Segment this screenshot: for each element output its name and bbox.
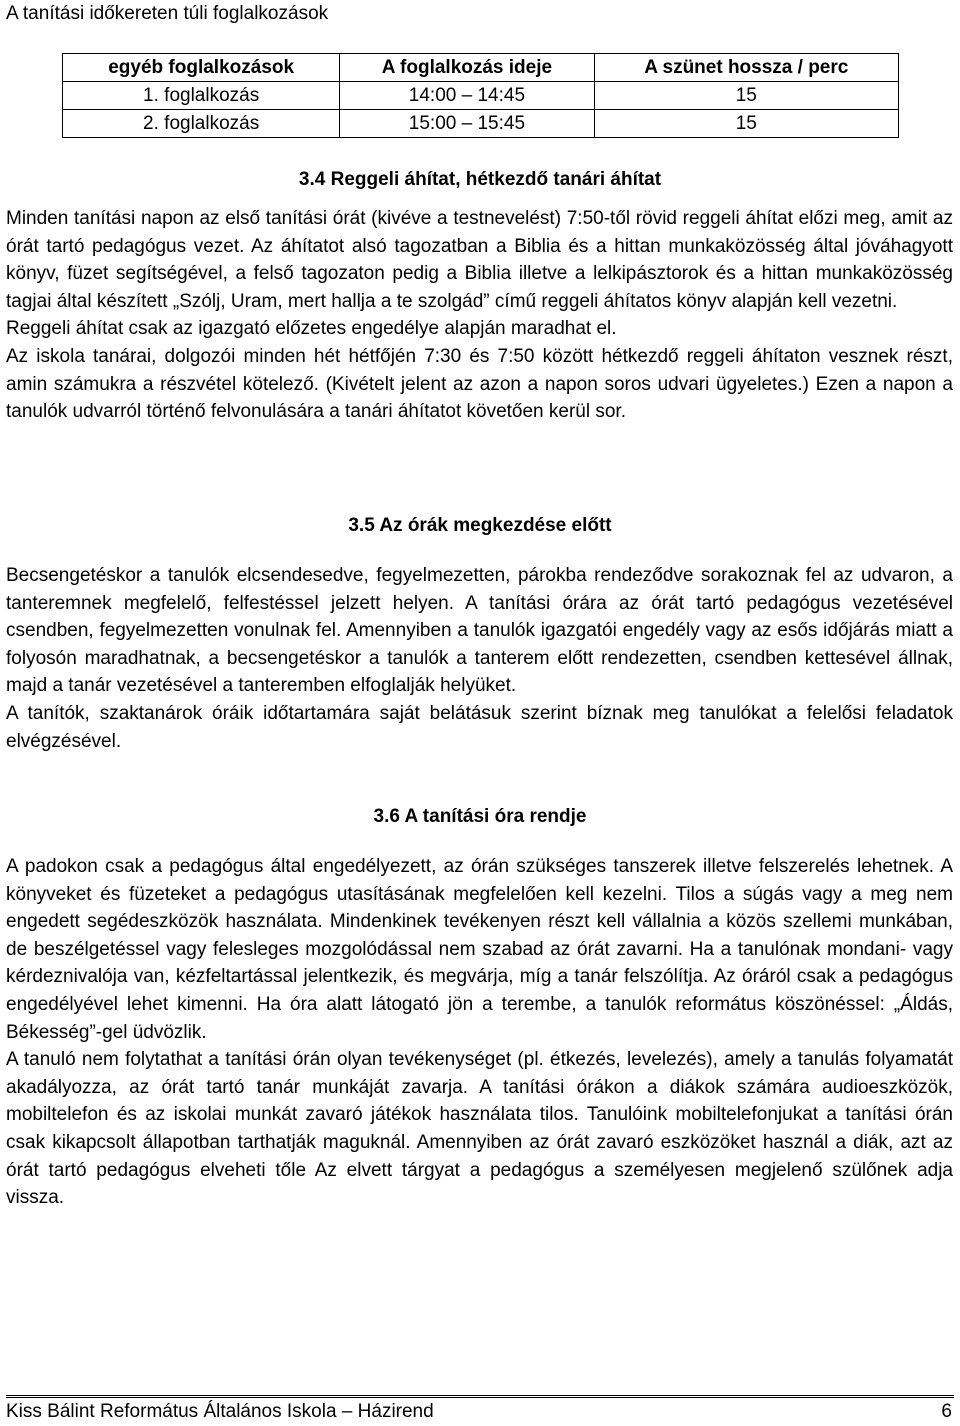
paragraph: Becsengetéskor a tanulók elcsendesedve, fegyelmezetten, párokba rendeződve sorakoznak fel az udvaron, a tanteremnek megfelelő, felfestéssel jelzett helyen. A tanítási órára az órát tartó pedagógus vezetésével csendben, fegyelmezetten vonulnak fel. Amennyiben a tanulók igazgatói engedély vagy az esős időjárás miatt a folyosón maradhatnak, a becsengetéskor a tanulók a tanterem előtt rendezetten, csendben kettesével állnak, majd a tanár vezetésével a tanteremben elfoglalják helyüket.	[6, 565, 953, 697]
intro-title: A tanítási időkereten túli foglalkozások	[6, 3, 329, 24]
table-cell: 2. foglalkozás	[63, 110, 340, 138]
schedule-header-row	[63, 54, 899, 82]
schedule-header-cell: A szünet hossza / perc	[594, 54, 898, 82]
page-number: 6	[941, 1401, 952, 1422]
schedule-header-cell: A foglalkozás ideje	[340, 54, 594, 82]
paragraph: A tanuló nem folytathat a tanítási órán olyan tevékenységet (pl. étkezés, levelezés), amely a tanulás folyamatát akadályozza, az órát tartó tanár munkáját zavarja. A tanítási órákon a diákok számára audioeszközök, mobiltelefon és az iskolai munkát zavaró játékok használata tilos. Tanulóink mobiltelefonjukat a tanítási órán csak kikapcsolt állapotban tarthatják maguknál. Amennyiben az órát zavaró eszközöket használ a diák, azt az órát tartó pedagógus elveheti tőle Az elvett tárgyat a pedagógus a személyesen megjelenő szülőnek adja vissza.	[6, 1049, 953, 1209]
section-3-4-body	[6, 205, 953, 426]
table-row	[63, 82, 899, 110]
table-row	[63, 110, 899, 138]
schedule-table	[62, 53, 899, 138]
section-3-6-title: 3.6 A tanítási óra rendje	[373, 806, 587, 827]
section-3-5-body	[6, 562, 953, 755]
paragraph: A padokon csak a pedagógus által engedélyezett, az órán szükséges tanszerek illetve felszerelés lehetnek. A könyveket és füzeteket a pedagógus utasításának megfelelően kell kezelni. Tilos a súgás vagy a meg nem engedett segédeszközök használata. Mindenkinek tevékenyen részt kell vállalnia a közös szellemi munkában, de beszélgetéssel vagy felesleges mozgolódással nem szabad az órát zavarni. Ha a tanulónak mondani- vagy kérdeznivalója van, kézfeltartással jelentkezik, és megvárja, míg a tanár felszólítja. Az óráról csak a pedagógus engedélyével lehet kimenni. Ha óra alatt látogató jön a terembe, a tanulók református köszönéssel: „Áldás, Békesség”-gel üdvözlik.	[6, 856, 953, 1043]
section-3-6-body	[6, 853, 953, 1212]
section-3-4-title: 3.4 Reggeli áhítat, hétkezdő tanári áhítat	[298, 169, 662, 190]
table-cell: 1. foglalkozás	[63, 82, 340, 110]
schedule-header-cell: egyéb foglalkozások	[63, 54, 340, 82]
table-cell: 14:00 – 14:45	[340, 82, 594, 110]
paragraph: Minden tanítási napon az első tanítási órát (kivéve a testnevelést) 7:50-től rövid reggeli áhítat előzi meg, amit az órát tartó pedagógus vezet. Az áhítatot alsó tagozatban a Biblia és a hittan munkaközösség által jóváhagyott könyv, füzet segítségével, a felső tagozaton pedig a Biblia illetve a lelkipásztorok és a hittan munkaközösség tagjai által készített „Szólj, Uram, mert hallja a te szolgád” című reggeli áhítatos könyv alapján kell vezetni.	[6, 208, 953, 312]
paragraph: Reggeli áhítat csak az igazgató előzetes engedélye alapján maradhat el.	[6, 318, 617, 340]
footer-school-name: Kiss Bálint Református Általános Iskola – Házirend	[6, 1401, 434, 1422]
table-cell: 15	[594, 110, 898, 138]
paragraph: A tanítók, szaktanárok óráik időtartamára saját belátásuk szerint bíznak meg tanulókat a felelősi feladatok elvégzésével.	[6, 702, 953, 752]
table-cell: 15	[594, 82, 898, 110]
section-3-5-title: 3.5 Az órák megkezdése előtt	[348, 515, 612, 536]
table-cell: 15:00 – 15:45	[340, 110, 594, 138]
paragraph: Az iskola tanárai, dolgozói minden hét hétfőjén 7:30 és 7:50 között hétkezdő reggeli áhítaton vesznek részt, amin számukra a részvétel kötelező. (Kivételt jelent az azon a napon soros udvari ügyeletes.) Ezen a napon a tanulók udvarról történő felvonulására a tanári áhítatot követően kerül sor.	[6, 345, 953, 423]
